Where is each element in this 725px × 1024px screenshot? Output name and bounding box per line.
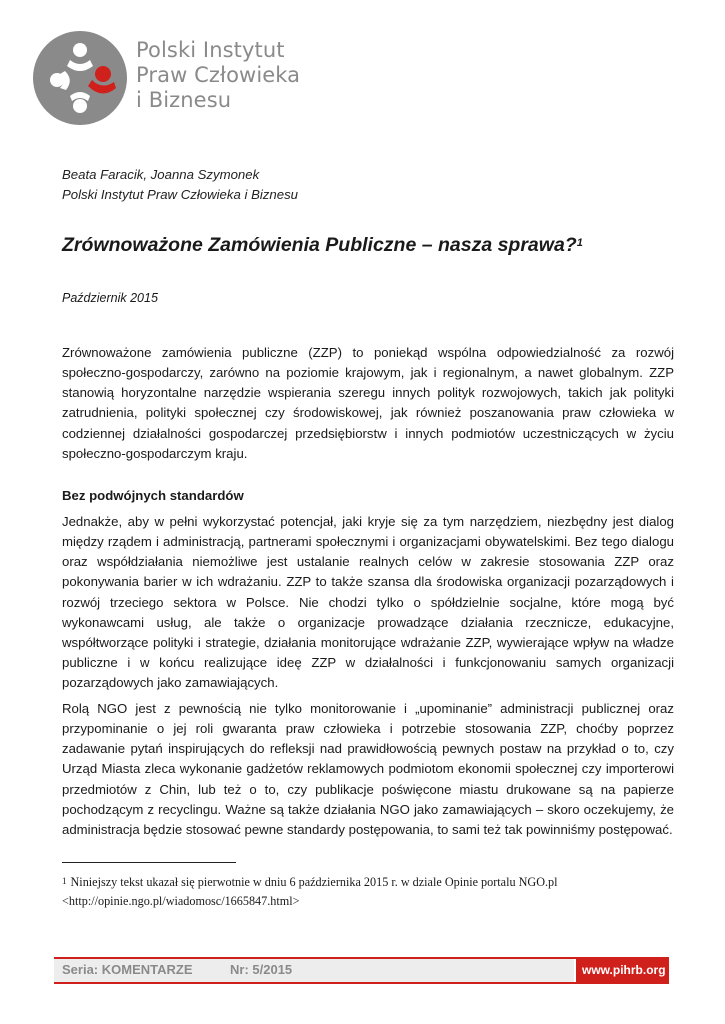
- paragraph-dialog: Jednakże, aby w pełni wykorzystać potencjał, jaki kryje się za tym narzędziem, niezbędny jest dialog między rządem i administracją, partnerami społecznymi i organizacjami obywatelskimi. Bez tego dialogu oraz współdziałania niemożliwe jest ustalanie realnych celów w zakresie stosowania ZZP oraz pokonywania barier w ich wdrażaniu. ZZP to także szansa dla środowiska organizacji pozarządowych i rozwój trzeciego sektora w Polsce. Nie chodzi tylko o spółdzielnie socjalne, które mogą być wykonawcami usług, ale także o organizacje prowadzące działania rzecznicze, edukacyjne, współtworzące polityki i strategie, działania monitorujące wdrażanie ZZP, wywierające wpływ na władze publiczne i w końcu realizujące ideę ZZP w działalności i funkcjonowaniu samych organizacji pozarządowych jako zamawiających.: [62, 514, 674, 691]
- footnote-url: <http://opinie.ngo.pl/wiadomosc/1665847.html>: [62, 894, 300, 908]
- section-heading: Bez podwójnych standardów: [62, 488, 244, 503]
- author-block: [62, 165, 298, 205]
- document-date: Październik 2015: [62, 291, 158, 305]
- org-name-line-1: Polski Instytut: [136, 38, 285, 62]
- affiliation: Polski Instytut Praw Człowieka i Biznesu: [62, 187, 298, 202]
- org-name-line-3: i Biznesu: [136, 88, 232, 112]
- title-text: Zrównoważone Zamówienia Publiczne – nasza sprawa?: [62, 234, 577, 256]
- footnote-separator: [62, 862, 236, 863]
- footer-series: Seria: KOMENTARZE: [62, 962, 193, 977]
- footnote-text: Niniejszy tekst ukazał się pierwotnie w dniu 6 października 2015 r. w dziale Opinie portalu NGO.pl: [70, 875, 558, 889]
- org-name: [136, 38, 300, 113]
- footer-issue-number: Nr: 5/2015: [230, 962, 293, 977]
- footer-website: www.pihrb.org: [582, 963, 666, 977]
- pihrb-logo: [30, 28, 140, 128]
- document-title: [62, 232, 672, 261]
- authors: Beata Faracik, Joanna Szymonek: [62, 167, 260, 182]
- footnote-marker: 1: [62, 876, 67, 886]
- footnote: [62, 873, 672, 910]
- paragraph-intro: Zrównoważone zamówienia publiczne (ZZP) to poniekąd wspólna odpowiedzialność za rozwój społeczno-gospodarczy, zarówno na poziomie krajowym, jak i regionalnym, a nawet globalnym. ZZP stanowią horyzontalne narzędzie wspierania szeregu innych polityk rozwojowych, takich jak polityki zatrudnienia, polityki społecznej czy środowiskowej, jak również poszanowania praw człowieka w codziennej działalności gospodarczej przedsiębiorstw i innych podmiotów uczestniczących w życiu społeczno-gospodarczym kraju.: [62, 345, 674, 461]
- paragraph-ngo-role: Rolą NGO jest z pewnością nie tylko monitorowanie i „upominanie” administracji publicznej oraz przypominanie o jej roli gwaranta praw człowieka i potrzebie stosowania ZZP, choćby poprzez zadawanie pytań inspirujących do refleksji nad prawidłowością pewnych postaw na przykład o to, czy Urząd Miasta zleca wykonanie gadżetów reklamowych podmiotom ekonomii społecznej czy importerowi przedmiotów z Chin, lub też o to, czy publikacje poświęcone miastu drukowane są na papierze pochodzącym z recyclingu. Ważne są także działania NGO jako zamawiających – skoro oczekujemy, że administracja będzie stosować pewne standardy postępowania, to sami też tak powinniśmy postępować.: [62, 701, 674, 837]
- title-footnote-ref: 1: [576, 237, 583, 249]
- org-name-line-2: Praw Człowieka: [136, 63, 301, 87]
